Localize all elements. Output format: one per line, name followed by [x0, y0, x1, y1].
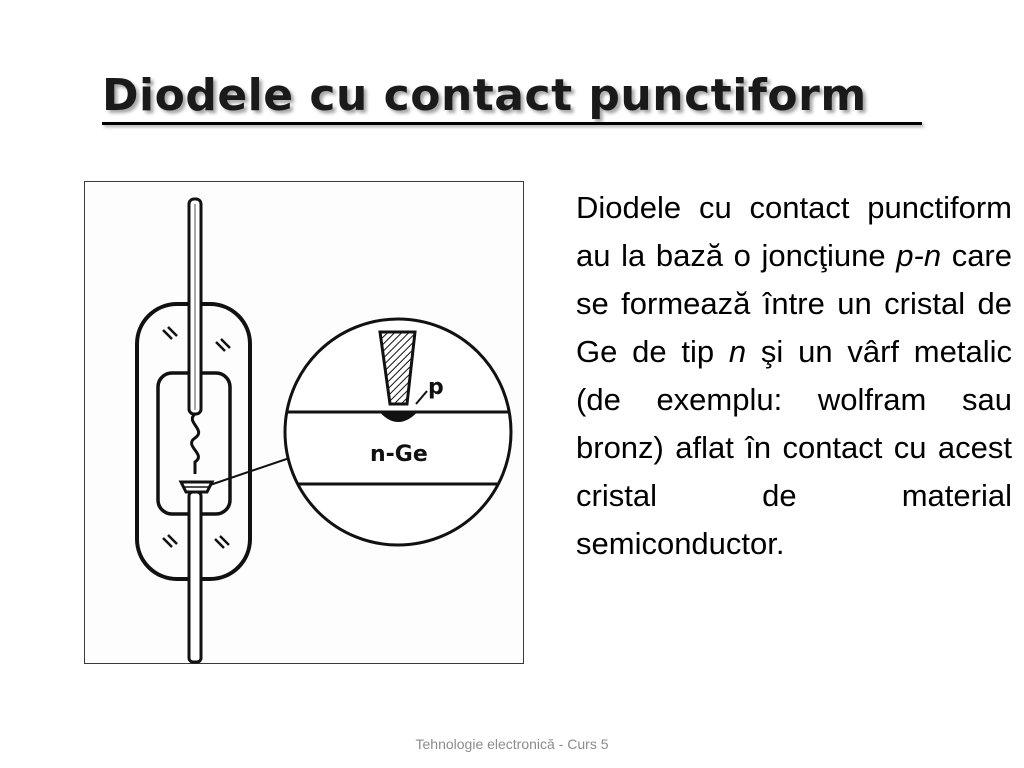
magnified-junction-view — [275, 319, 525, 545]
lower-lead-wire — [189, 492, 201, 662]
body-italic-n: n — [728, 334, 747, 369]
slide-footer: Tehnologie electronică - Curs 5 — [415, 736, 609, 752]
title-underline — [102, 122, 922, 125]
diode-figure — [84, 181, 524, 664]
point-contact-diode-diagram — [85, 182, 525, 665]
whisker-spring — [192, 414, 199, 474]
label-n-ge: n-Ge — [370, 442, 428, 467]
body-italic-pn: p-n — [896, 238, 942, 273]
title-block — [102, 68, 922, 124]
body-text-part3: şi un vârf metalic (de exemplu: wolfram sau bronz) aflat în contact cu acest cristal de material semiconductor. — [576, 334, 1012, 561]
slide-title: Diodele cu contact punctiform — [102, 70, 867, 121]
body-text-part2: care se formează între un cristal de Ge de tip — [576, 238, 1013, 369]
body-text-part1: Diodele cu contact punctiform au la bază o joncţiune — [576, 190, 1012, 273]
label-p: p — [428, 375, 444, 400]
body-paragraph — [576, 184, 1012, 568]
